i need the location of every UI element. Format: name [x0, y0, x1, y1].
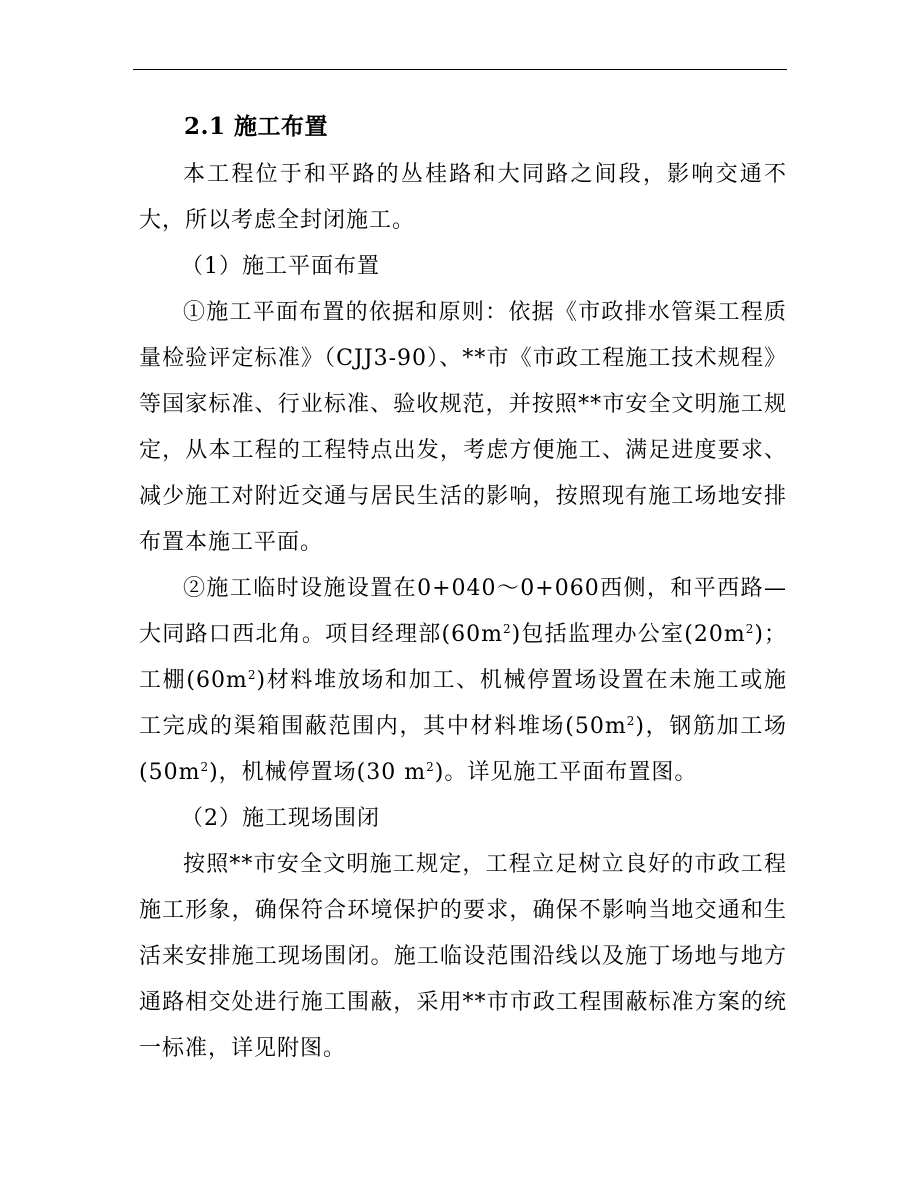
superscript: 2 — [426, 760, 435, 774]
superscript: 2 — [200, 760, 210, 774]
temporary-facilities-paragraph — [139, 566, 787, 796]
text-run: )，钢筋加工场(50m — [139, 714, 787, 785]
text-run: )；工棚(60m — [139, 622, 787, 693]
intro-paragraph: 本工程位于和平路的丛桂路和大同路之间段，影响交通不大，所以考虑全封闭施工。 — [139, 162, 787, 233]
site-enclosure-paragraph: 按照**市安全文明施工规定，工程立足树立良好的市政工程施工形象，确保符合环境保护的要求，确保不影响当地交通和生活来安排施工现场围闭。施工临设范围沿线以及施丁场地与地方通路相交处进行施工围蔽，采用**市市政工程围蔽标准方案的统一标准，详见附图。 — [139, 852, 787, 1061]
subsection-2-title: （2）施工现场围闭 — [181, 806, 380, 831]
document-body — [139, 106, 787, 1072]
superscript: 2 — [626, 714, 636, 728]
text-run: )，机械停置场(30 m — [209, 760, 427, 785]
text-run: )。详见施工平面布置图。 — [434, 760, 698, 785]
superscript: 2 — [745, 622, 755, 636]
text-run: ②施工临时设施设置在0+040～0+060西侧，和平西路—大同路口西北角。项目经理部(60m — [139, 576, 787, 647]
layout-principles-paragraph: ①施工平面布置的依据和原则：依据《市政排水管渠工程质量检验评定标准》（CJJ3-90）、**市《市政工程施工技术规程》等国家标准、行业标准、验收规范，并按照**市安全文明施工规定，从本工程的工程特点出发，考虑方便施工、满足进度要求、减少施工对附近交通与居民生活的影响，按照现有施工场地安排布置本施工平面。 — [139, 300, 787, 555]
header-rule — [133, 69, 787, 70]
superscript: 2 — [247, 668, 257, 682]
subsection-1-title: （1）施工平面布置 — [181, 254, 380, 279]
superscript: 2 — [502, 622, 512, 636]
text-run: )材料堆放场和加工、机械停置场设置在未施工或施工完成的渠箱围蔽范围内，其中材料堆场(50m — [139, 668, 787, 739]
section-heading: 2.1 施工布置 — [184, 113, 329, 140]
text-run: )包括监理办公室(20m — [511, 622, 746, 647]
